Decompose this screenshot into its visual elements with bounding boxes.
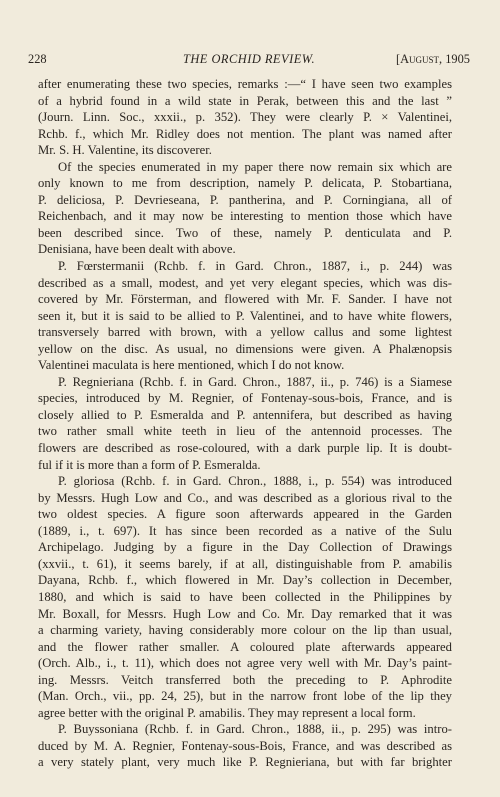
page-number: 228	[28, 52, 47, 66]
running-title: THE ORCHID REVIEW.	[182, 52, 316, 66]
text-line: two oldest species. A figure soon afterwards appeared in the Garden	[38, 507, 452, 522]
text-line: Reichenbach, and it may now be interesting to mention those which have	[38, 209, 452, 224]
text-line: flowers are described as rose-coloured, with a dark purple lip. It is doubt-	[38, 441, 452, 456]
text-line: Archipelago. Judging by a figure in the Day Collection of Drawings	[38, 540, 452, 555]
text-line: covered by Mr. Försterman, and flowered with Mr. F. Sander. I have not	[38, 292, 452, 307]
text-line: ful if it is more than a form of P. Esmeralda.	[38, 457, 261, 472]
text-line: Denisiana, have been dealt with above.	[38, 242, 236, 257]
article-body	[38, 76, 452, 771]
text-line: species, introduced by M. Regnier, of Fontenay-sous-bois, France, and is	[38, 391, 452, 406]
text-line: Dayana, Rchb. f., which flowered in Mr. Day’s collection in December,	[38, 573, 452, 588]
text-line: a charming variety, having considerably more colour on the lip than usual,	[38, 623, 452, 638]
text-line: described as a small, modest, and yet very elegant species, which was dis-	[38, 275, 452, 290]
text-line: yellow on the disc. As usual, no dimensions were given. A Phalænopsis	[38, 341, 452, 356]
text-line: of a hybrid found in a wild state in Perak, between this and the last ”	[38, 93, 452, 108]
text-line: Mr. Boxall, for Messrs. Hugh Low and Co. Mr. Day remarked that it was	[38, 606, 452, 621]
text-line: Rchb. f., which Mr. Ridley does not mention. The plant was named after	[38, 126, 452, 141]
text-line: Of the species enumerated in my paper there now remain six which are	[58, 159, 452, 174]
text-line: (Orch. Alb., i., t. 11), which does not agree very well with Mr. Day’s paint-	[38, 656, 452, 671]
text-line: seen it, but it is said to be allied to P. Valentinei, and to have white flowers,	[38, 308, 452, 323]
text-line: duced by M. A. Regnier, Fontenay-sous-Bois, France, and was described as	[38, 738, 452, 753]
text-line: only known to me from description, namely P. delicata, P. Stobartiana,	[38, 176, 452, 191]
text-line: a very stately plant, very much like P. Regnieriana, but with far brighter	[38, 755, 452, 770]
text-line: after enumerating these two species, remarks :—“ I have seen two examples	[38, 77, 452, 91]
text-line: P. deliciosa, P. Devrieseana, P. pantherina, and P. Corningiana, all of	[38, 192, 452, 207]
text-line: Mr. S. H. Valentine, its discoverer.	[38, 143, 212, 158]
text-line: closely allied to P. Esmeralda and P. antennifera, but described as having	[38, 407, 452, 422]
text-line: Valentinei maculata is here mentioned, which I do not know.	[38, 358, 345, 373]
text-line: P. gloriosa (Rchb. f. in Gard. Chron., 1888, i., p. 554) was introduced	[58, 474, 452, 489]
text-line: (1889, i., t. 697). It has since been recorded as a native of the Sulu	[38, 523, 452, 538]
text-line: two rather small white teeth in lieu of the antennoid processes. The	[38, 424, 452, 439]
issue-date: [August, 1905	[395, 52, 470, 66]
text-line: (xxvii., t. 61), it seems barely, if at all, distinguishable from P. amabilis	[38, 556, 452, 571]
text-line: ing. Messrs. Veitch transferred both the preceding to P. Aphrodite	[38, 672, 452, 687]
text-line: agree better with the original P. amabilis. They may represent a local form.	[38, 705, 416, 720]
text-line: by Messrs. Hugh Low and Co., and was described as a glorious rival to the	[38, 490, 452, 505]
text-line: and the flower rather smaller. A coloured plate afterwards appeared	[38, 639, 452, 654]
running-header	[28, 52, 470, 68]
text-line: P. Fœrstermanii (Rchb. f. in Gard. Chron., 1887, i., p. 244) was	[58, 259, 452, 274]
text-line: (Journ. Linn. Soc., xxxii., p. 352). They were clearly P. × Valentinei,	[38, 110, 452, 125]
text-line: P. Regnieriana (Rchb. f. in Gard. Chron., 1887, ii., p. 746) is a Siamese	[58, 374, 452, 389]
text-line: 1880, and which is said to have been collected in the Philippines by	[38, 589, 452, 604]
text-line: transversely barred with brown, with a yellow callus and some lightest	[38, 325, 452, 340]
text-line: (Man. Orch., vii., pp. 24, 25), but in the narrow front lobe of the lip they	[38, 689, 452, 704]
text-line: P. Buyssoniana (Rchb. f. in Gard. Chron., 1888, ii., p. 295) was intro-	[58, 722, 452, 737]
text-line: been described since. Two of these, namely P. denticulata and P.	[38, 225, 452, 240]
